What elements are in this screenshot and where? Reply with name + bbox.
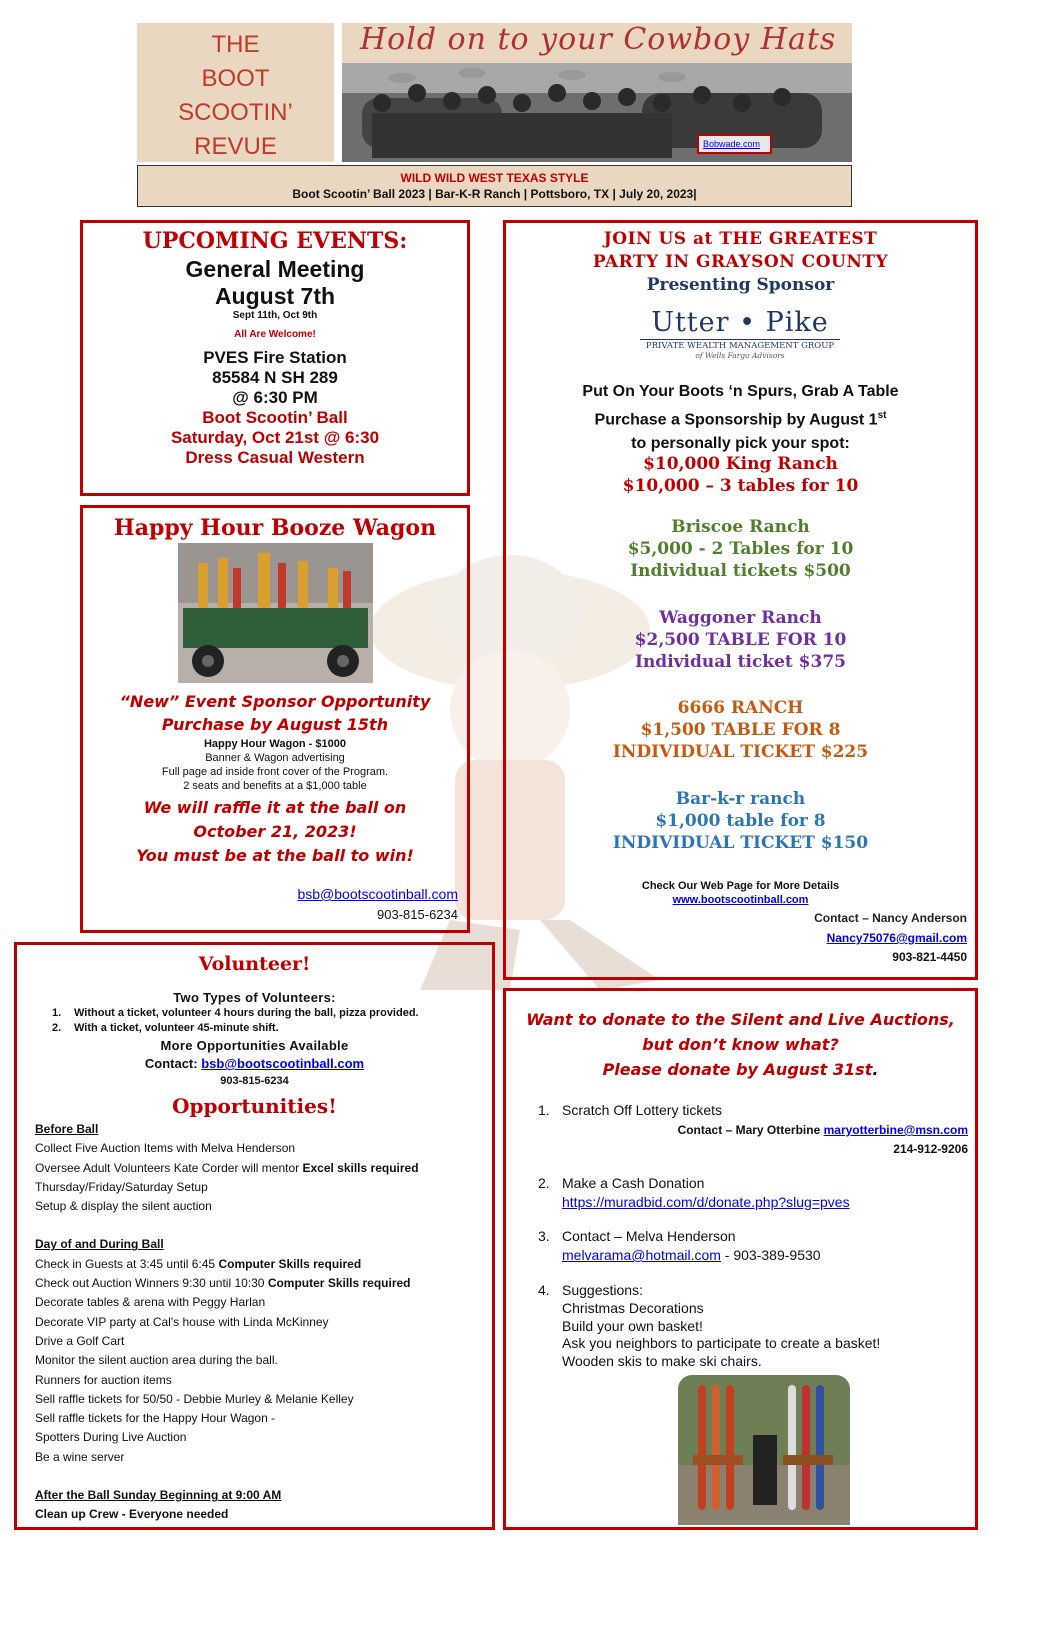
wagon-line1: “New” Event Sponsor Opportunity [119,692,431,711]
before-ball-heading: Before Ball [35,1122,99,1136]
tier-6666-ranch: 6666 RANCH $1,500 TABLE FOR 8 INDIVIDUAL TICKET $225 [612,698,869,762]
tier-briscoe-ranch: Briscoe Ranch $5,000 - 2 Tables for 10 Individual tickets $500 [627,517,854,581]
intro-line1: Put On Your Boots ‘n Spurs, Grab A Table [582,383,899,400]
ball-date: Saturday, Oct 21st @ 6:30 [170,428,380,447]
events-heading: UPCOMING EVENTS: [142,228,408,254]
melva-email-link[interactable]: melvarama@hotmail.com [562,1247,721,1263]
after-ball-heading: After the Ball Sunday Beginning at 9:00 AM [35,1488,282,1503]
logo-sub2: of Wells Fargo Advisors [695,351,785,360]
meeting-title: General Meeting [185,256,365,282]
wagon-phone: 903-815-6234 [377,907,458,922]
spacer [35,1467,490,1486]
before-item: Oversee Adult Volunteers Kate Corder will mentor Excel skills required [35,1160,419,1175]
day-item: Check out Auction Winners 9:30 until 10:30 Computer Skills required [35,1276,411,1291]
web-url-link[interactable]: www.bootscootinball.com [672,894,809,906]
meeting-time: @ 6:30 PM [232,388,318,407]
wagon-line2: Purchase by August 15th [161,715,389,734]
events-content [80,228,470,468]
tier-waggoner-ranch: Waggoner Ranch $2,500 TABLE FOR 10 Individual ticket $375 [634,608,847,672]
volunteer-heading: Volunteer! [198,953,311,975]
donate-item-1-contact: Contact – Mary Otterbine maryotterbine@msn.com [677,1123,968,1137]
intro-line2: Purchase a Sponsorship by August 1st [594,410,887,429]
wagon-item1: Happy Hour Wagon - $1000 [203,738,346,750]
volunteer-phone: 903-815-6234 [220,1075,289,1087]
raffle-line2: October 21, 2023! [193,822,357,841]
tier-king-ranch: $10,000 King Ranch $10,000 – 3 tables for 10 [622,454,859,496]
banner-line1: WILD WILD WEST TEXAS STYLE [400,171,589,185]
day-item: Be a wine server [35,1449,125,1464]
sponsor-contact-email[interactable]: Nancy75076@gmail.com [826,931,967,945]
donate-item-2: 2. Make a Cash Donation [538,1175,705,1191]
sponsor-contact-phone: 903-821-4450 [892,950,967,964]
after-item: Clean up Crew - Everyone needed [35,1507,229,1522]
tier-bar-k-r-ranch: Bar-k-r ranch $1,000 table for 8 INDIVIDUAL TICKET $150 [612,789,869,853]
banner-line2: Boot Scootin’ Ball 2023 | Bar-K-R Ranch | Pottsboro, TX | July 20, 2023| [292,187,697,201]
intro-line3: to personally pick your spot: [631,435,850,453]
day-item: Sell raffle tickets for 50/50 - Debbie Murley & Melanie Kelley [35,1391,354,1406]
day-of-heading: Day of and During Ball [35,1237,164,1252]
ski-chairs-photo [678,1375,850,1525]
donate-heading: Want to donate to the Silent and Live Auctions, but don’t know what? Please donate by August 31st. [526,1010,955,1079]
wagon-content [80,692,470,865]
volunteer-contact: Contact: bsb@bootscootinball.com [144,1056,365,1071]
volunteer-email-link[interactable]: bsb@bootscootinball.com [201,1056,365,1071]
day-item: Spotters During Live Auction [35,1430,187,1445]
before-item: Thursday/Friday/Saturday Setup [35,1179,208,1194]
volunteer-type-list [52,1006,492,1036]
volunteer-types: Two Types of Volunteers: [173,990,336,1005]
web-label: Check Our Web Page for More Details [641,880,840,892]
presenting-sponsor: Presenting Sponsor [646,275,835,295]
wagon-heading: Happy Hour Booze Wagon [113,515,437,541]
before-item: Setup & display the silent auction [35,1199,212,1214]
opportunities-heading: Opportunities! [172,1094,337,1118]
sponsor-content [503,229,978,295]
location-line2: 85584 N SH 289 [212,368,338,387]
donate-item-3: 3. Contact – Melva Henderson [538,1228,736,1244]
logo-name: Utter • Pike [651,307,829,338]
spacer [35,1216,490,1235]
photo-credit-link[interactable]: Bobwade.com [697,134,772,154]
day-item: Runners for auction items [35,1372,172,1387]
sponsor-heading2: PARTY IN GRAYSON COUNTY [592,252,889,272]
booze-wagon-photo [178,543,373,683]
day-item: Decorate VIP party at Cal's house with Linda McKinney [35,1314,329,1329]
revue-title: THE BOOT SCOOTIN’ REVUE [178,31,293,160]
opportunities-list [35,1120,490,1525]
utter-pike-logo [630,307,850,360]
donate-url-link[interactable]: https://muradbid.com/d/donate.php?slug=pves [562,1194,850,1210]
sponsor-heading1: JOIN US at THE GREATEST [603,229,878,249]
volunteer-type-2: 2. With a ticket, volunteer 45-minute shift. [52,1022,279,1034]
donate-item-1: 1. Scratch Off Lottery tickets [538,1102,723,1118]
location-line1: PVES Fire Station [203,348,347,367]
donate-item-4: 4. Suggestions: [538,1282,643,1298]
ball-name: Boot Scootin’ Ball [202,408,348,427]
meeting-date: August 7th [214,283,336,309]
sponsor-intro [503,380,978,456]
raffle-line3: You must be at the ball to win! [136,846,414,865]
volunteer-type-1: 1. Without a ticket, volunteer 4 hours during the ball, pizza provided. [52,1007,419,1019]
raffle-line1: We will raffle it at the ball on [143,798,407,817]
logo-sub: PRIVATE WEALTH MANAGEMENT GROUP [645,341,835,351]
header-banner [137,165,852,207]
logo-rule [640,339,840,340]
wagon-email-link[interactable]: bsb@bootscootinball.com [297,886,458,902]
mary-email-link[interactable]: maryotterbine@msn.com [823,1123,968,1137]
dress-code: Dress Casual Western [185,448,365,467]
donate-item-1-phone: 214-912-9206 [893,1142,968,1156]
day-item: Sell raffle tickets for the Happy Hour Wagon - [35,1411,276,1426]
welcome-text: All Are Welcome! [234,329,316,340]
day-item: Monitor the silent auction area during the ball. [35,1353,278,1368]
sponsor-contact: Contact – Nancy Anderson [814,911,967,925]
day-item: Decorate tables & arena with Peggy Harlan [35,1295,266,1310]
wagon-item3: Full page ad inside front cover of the Program. [161,766,389,778]
other-dates: Sept 11th, Oct 9th [232,310,318,321]
donate-item-3-contact: melvarama@hotmail.com - 903-389-9530 [562,1247,821,1263]
suggestions-list: Christmas Decorations Build your own basket! Ask you neighbors to participate to create a basket! Wooden skis to make ski chairs. [562,1300,881,1369]
before-item: Collect Five Auction Items with Melva Henderson [35,1141,296,1156]
day-item: Drive a Golf Cart [35,1333,125,1348]
day-item: Check in Guests at 3:45 until 6:45 Computer Skills required [35,1256,362,1271]
wagon-item4: 2 seats and benefits at a $1,000 table [183,780,367,792]
script-title: Hold on to your Cowboy Hats [360,22,837,57]
volunteer-more: More Opportunities Available [160,1038,349,1053]
wagon-item2: Banner & Wagon advertising [205,752,345,764]
